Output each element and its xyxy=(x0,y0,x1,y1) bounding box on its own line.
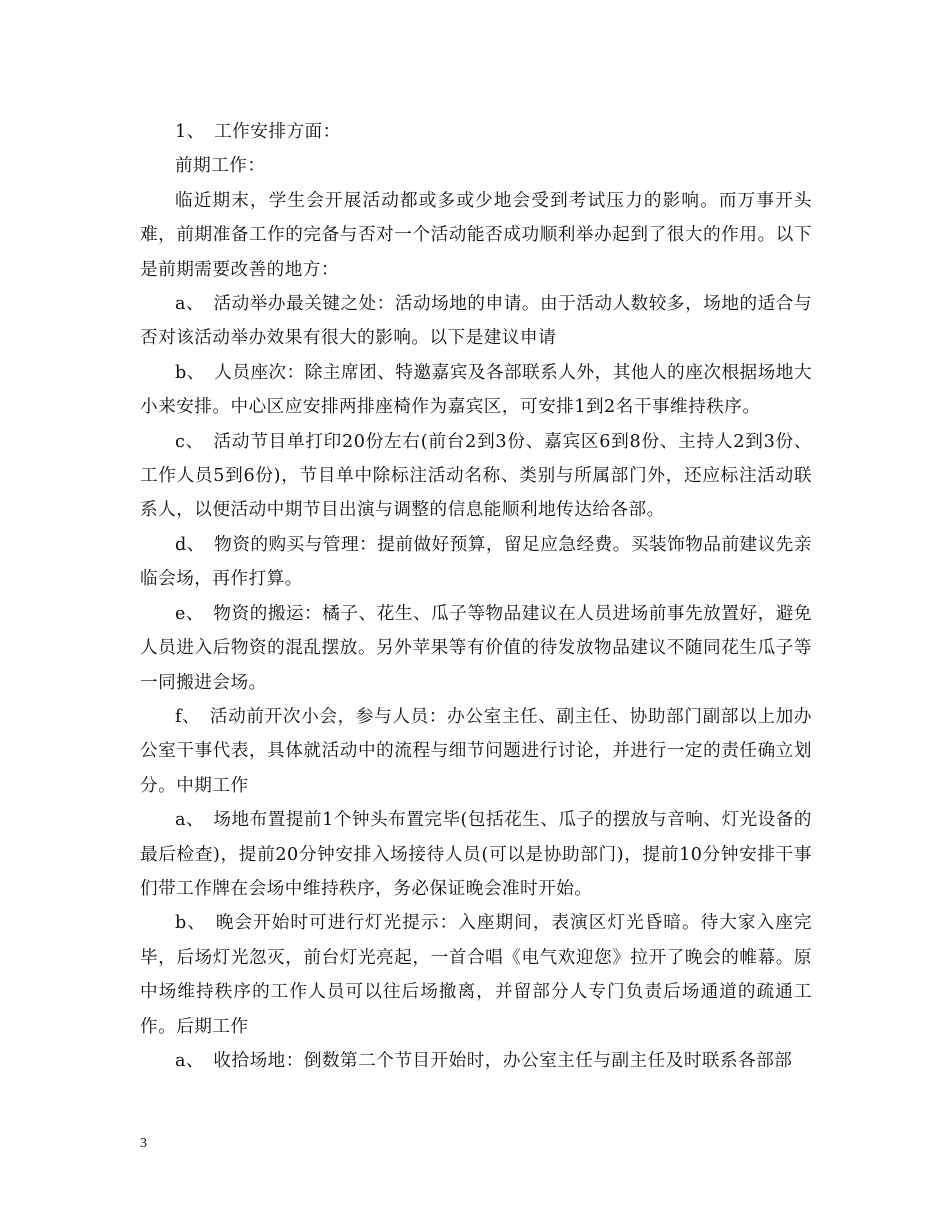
paragraph: e、 物资的搬运：橘子、花生、瓜子等物品建议在人员进场前事先放置好，避免人员进入后物资的混乱摆放。另外苹果等有价值的待发放物品建议不随同花生瓜子等一同搬进会场。 xyxy=(140,603,812,693)
paragraph: b、 晚会开始时可进行灯光提示：入座期间，表演区灯光昏暗。待大家入座完毕，后场灯光忽灭，前台灯光亮起，一首合唱《电气欢迎您》拉开了晚会的帷幕。原中场维持秩序的工作人员可以往后场撤离，并留部分人专门负责后场通道的疏通工作。后期工作 xyxy=(140,913,812,1037)
paragraph: 临近期末，学生会开展活动都或多或少地会受到考试压力的影响。而万事开头难，前期准备工作的完备与否对一个活动能否成功顺利举办起到了很大的作用。以下是前期需要改善的地方： xyxy=(140,190,812,280)
paragraph: a、 收拾场地：倒数第二个节目开始时，办公室主任与副主任及时联系各部部 xyxy=(175,1050,793,1071)
paragraph: c、 活动节目单打印20份左右(前台2到3份、嘉宾区6到8份、主持人2到3份、工作人员5到6份)，节目单中除标注活动名称、类别与所属部门外，还应标注活动联系人，以便活动中期节目出演与调整的信息能顺利地传达给各部。 xyxy=(140,431,812,521)
paragraph: a、 活动举办最关键之处：活动场地的申请。由于活动人数较多，场地的适合与否对该活动举办效果有很大的影响。以下是建议申请 xyxy=(140,294,812,349)
paragraph: a、 场地布置提前1个钟头布置完毕(包括花生、瓜子的摆放与音响、灯光设备的最后检查)，提前20分钟安排入场接待人员(可以是协助部门)，提前10分钟安排干事们带工作牌在会场中维持秩序，务必保证晚会准时开始。 xyxy=(140,810,812,899)
paragraph: f、 活动前开次小会，参与人员：办公室主任、副主任、协助部门副部以上加办公室干事代表，具体就活动中的流程与细节问题进行讨论，并进行一定的责任确立划分。中期工作 xyxy=(140,706,812,796)
paragraph: 1、 工作安排方面： xyxy=(175,122,341,142)
document-body xyxy=(140,115,812,1078)
paragraph: b、 人员座次：除主席团、特邀嘉宾及各部联系人外，其他人的座次根据场地大小来安排。中心区应安排两排座椅作为嘉宾区，可安排1到2名干事维持秩序。 xyxy=(140,362,812,418)
paragraph: 前期工作： xyxy=(175,156,266,177)
paragraph: d、 物资的购买与管理：提前做好预算，留足应急经费。买装饰物品前建议先亲临会场，再作打算。 xyxy=(140,534,812,590)
page-number: 3 xyxy=(140,1136,147,1151)
